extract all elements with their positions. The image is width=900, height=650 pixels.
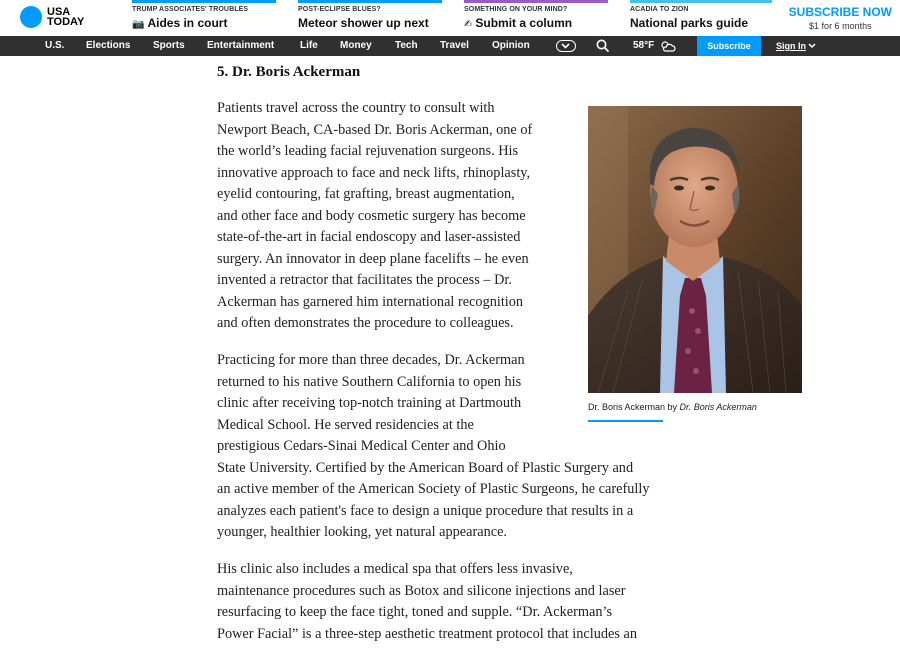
promo-link-meteor-shower[interactable]	[298, 0, 442, 36]
nav-item-entertainment[interactable]: Entertainment	[207, 40, 275, 51]
text-line: state-of-the-art in facial endoscopy and laser-assisted	[217, 229, 521, 245]
subscribe-button[interactable]: Subscribe	[697, 36, 761, 56]
promo-headline: Submit a column	[475, 16, 573, 30]
text-line: Medical School. He served residencies at the	[217, 416, 474, 433]
logo-text-line1: USA	[47, 6, 71, 18]
text-line: clinic after receiving top-notch training at Dartmouth	[217, 395, 522, 411]
logo-dot-icon	[20, 6, 42, 28]
chevron-down-icon	[561, 43, 570, 49]
text-line: the world’s leading facial rejuvenation surgeons. His	[217, 143, 519, 159]
portrait-image	[588, 106, 802, 393]
promo-link-submit-column[interactable]	[464, 0, 608, 36]
nav-item-tech[interactable]: Tech	[395, 40, 418, 51]
text-line: an active member of the American Society of Plastic Surgeons, he carefully	[217, 481, 650, 497]
nav-item-money[interactable]: Money	[340, 40, 372, 51]
section-heading: 5. Dr. Boris Ackerman	[217, 64, 361, 80]
logo-text-line2: TODAY	[47, 16, 85, 28]
text-line: Power Facial” is a three-step aesthetic treatment protocol that includes an	[217, 625, 638, 642]
portrait-photo[interactable]	[588, 106, 802, 393]
promo-headline: Aides in court	[147, 16, 228, 30]
figure-caption	[588, 402, 802, 412]
text-line: surgery. An innovator in deep plane facelifts – he even	[217, 250, 529, 267]
more-menu-button[interactable]	[556, 40, 576, 52]
text-line: resurfacing to keep the face tight, toned and supple. “Dr. Ackerman’s	[217, 604, 613, 620]
text-line: maintenance procedures such as Botox and silicone injections and laser	[217, 582, 626, 599]
promo-link-aides-in-court[interactable]	[132, 0, 276, 36]
nav-item-life[interactable]: Life	[300, 40, 318, 51]
sign-in-link[interactable]: Sign In	[776, 41, 806, 51]
nav-item-sports[interactable]: Sports	[153, 40, 185, 51]
text-line: Ackerman has garnered him international recognition	[217, 293, 524, 310]
text-line: eyelid contouring, fat grafting, breast augmentation,	[217, 186, 515, 202]
promo-kicker: SOMETHING ON YOUR MIND?	[464, 6, 568, 13]
partly-cloudy-icon[interactable]	[660, 40, 676, 52]
paragraph-3	[217, 559, 687, 645]
text-line: younger, healthier looking, yet natural appearance.	[217, 524, 508, 540]
text-line: His clinic also includes a medical spa that offers less invasive,	[217, 561, 573, 577]
subscribe-now-title: SUBSCRIBE NOW	[788, 5, 892, 19]
text-line: Practicing for more than three decades, Dr. Ackerman	[217, 352, 525, 368]
promo-kicker: ACADIA TO ZION	[630, 6, 689, 13]
text-line: and often demonstrates the procedure to colleagues.	[217, 315, 514, 331]
article-figure	[588, 106, 802, 422]
caption-divider	[588, 420, 663, 422]
text-line: returned to his native Southern California to open his	[217, 373, 522, 390]
text-line: and other face and body cosmetic surgery has become	[217, 207, 526, 224]
caption-credit: Dr. Boris Ackerman	[679, 402, 757, 412]
promo-kicker: TRUMP ASSOCIATES' TROUBLES	[132, 6, 249, 13]
text-line: Patients travel across the country to consult with	[217, 100, 495, 116]
nav-item-elections[interactable]: Elections	[86, 40, 131, 51]
main-nav	[0, 36, 900, 56]
promo-kicker: POST-ECLIPSE BLUES?	[298, 6, 381, 13]
text-line: invented a retractor that facilitates the process – Dr.	[217, 272, 512, 288]
text-line: Newport Beach, CA-based Dr. Boris Ackerman, one of	[217, 121, 533, 138]
promo-link-national-parks[interactable]	[630, 0, 772, 36]
caption-text: Dr. Boris Ackerman by	[588, 402, 680, 412]
nav-item-travel[interactable]: Travel	[440, 40, 469, 51]
nav-item-opinion[interactable]: Opinion	[492, 40, 530, 51]
text-line: innovative approach to face and neck lifts, rhinoplasty,	[217, 164, 531, 181]
promo-headline: Meteor shower up next	[298, 16, 429, 30]
text-line: prestigious Cedars-Sinai Medical Center and Ohio	[217, 438, 506, 454]
promo-headline: National parks guide	[630, 16, 749, 30]
subscribe-now-link[interactable]	[789, 5, 892, 31]
weather-temp[interactable]: 58°F	[633, 40, 655, 51]
chevron-down-icon[interactable]	[808, 43, 816, 49]
text-line: analyzes each patient's face to design a unique procedure that results in a	[217, 502, 634, 519]
usa-today-logo[interactable]	[20, 6, 87, 28]
nav-item-us[interactable]: U.S.	[45, 40, 65, 51]
text-line: State University. Certified by the American Board of Plastic Surgery and	[217, 459, 634, 476]
top-bar	[0, 0, 900, 36]
writing-hand-icon: ✍	[464, 19, 473, 30]
camera-icon: 📷	[132, 19, 145, 30]
search-icon[interactable]	[596, 39, 610, 53]
subscribe-offer: $1 for 6 months	[809, 21, 872, 31]
